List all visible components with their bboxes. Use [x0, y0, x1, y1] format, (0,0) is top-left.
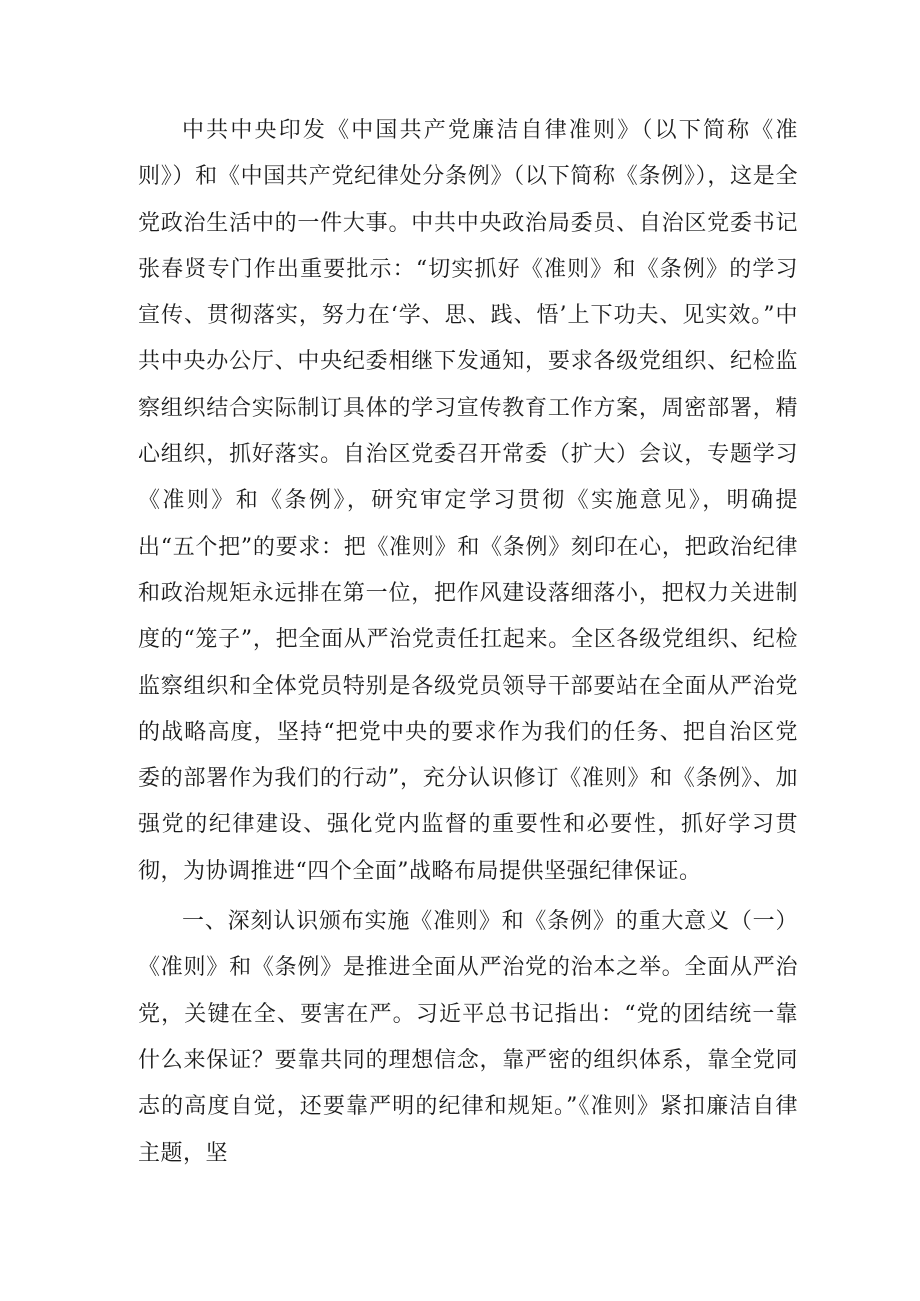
paragraph-intro: 中共中央印发《中国共产党廉洁自律准则》（以下简称《准则》）和《中国共产党纪律处分条例》（以下简称《条例》），这是全党政治生活中的一件大事。中共中央政治局委员、自治区党委书记张春贤专门作出重要批示：“切实抓好《准则》和《条例》的学习宣传、贯彻落实，努力在‘学、思、践、悟’上下功夫、见实效。”中共中央办公厅、中央纪委相继下发通知，要求各级党组织、纪检监察组织结合实际制订具体的学习宣传教育工作方案，周密部署，精心组织，抓好落实。自治区党委召开常委（扩大）会议，专题学习《准则》和《条例》，研究审定学习贯彻《实施意见》，明确提出“五个把”的要求：把《准则》和《条例》刻印在心，把政治纪律和政治规矩永远排在第一位，把作风建设落细落小，把权力关进制度的“笼子”，把全面从严治党责任扛起来。全区各级党组织、纪检监察组织和全体党员特别是各级党员领导干部要站在全面从严治党的战略高度，坚持“把党中央的要求作为我们的任务、把自治区党委的部署作为我们的行动”，充分认识修订《准则》和《条例》、加强党的纪律建设、强化党内监督的重要性和必要性，抓好学习贯彻，为协调推进“四个全面”战略布局提供坚强纪律保证。	[138, 118, 798, 884]
paragraph-section-one: 一、深刻认识颁布实施《准则》和《条例》的重大意义（一）《准则》和《条例》是推进全面从严治党的治本之举。全面从严治党，关键在全、要害在严。习近平总书记指出：“党的团结统一靠什么来保证？要靠共同的理想信念，靠严密的组织体系，靠全党同志的高度自觉，还要靠严明的纪律和规矩。”《准则》紧扣廉洁自律主题，坚	[138, 909, 798, 1166]
document-body	[138, 108, 798, 1177]
